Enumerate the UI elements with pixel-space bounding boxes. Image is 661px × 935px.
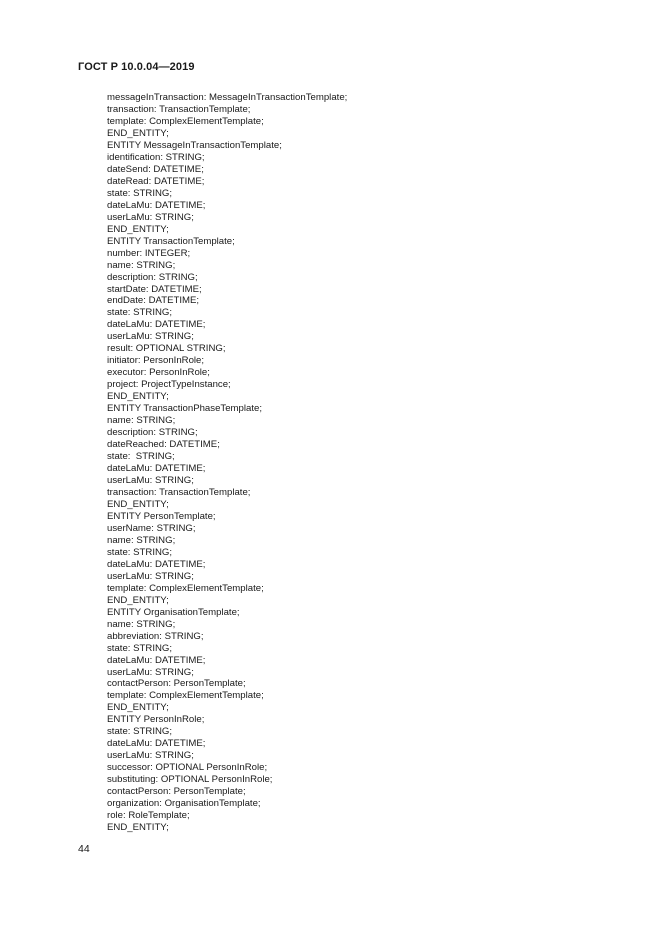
- code-line: startDate: DATETIME;: [107, 283, 202, 295]
- code-line: project: ProjectTypeInstance;: [107, 379, 231, 391]
- code-line: ENTITY TransactionTemplate;: [107, 235, 235, 247]
- code-line: contactPerson: PersonTemplate;: [107, 678, 246, 690]
- code-line: template: ComplexElementTemplate;: [107, 115, 264, 127]
- code-line: ENTITY OrganisationTemplate;: [107, 606, 240, 618]
- code-line: identification: STRING;: [107, 151, 205, 163]
- code-line: userLaMu: STRING;: [107, 331, 194, 343]
- code-line: END_ENTITY;: [107, 127, 169, 139]
- code-line: messageInTransaction: MessageInTransactionTemplate;: [107, 92, 348, 103]
- express-code-listing: [107, 92, 347, 834]
- code-line: executor: PersonInRole;: [107, 367, 210, 379]
- code-line: dateLaMu: DATETIME;: [107, 199, 206, 211]
- code-line: number: INTEGER;: [107, 247, 191, 259]
- code-line: transaction: TransactionTemplate;: [107, 103, 251, 115]
- code-line: END_ENTITY;: [107, 702, 169, 714]
- code-line: dateRead: DATETIME;: [107, 175, 205, 187]
- code-line: dateLaMu: DATETIME;: [107, 558, 206, 570]
- code-line: endDate: DATETIME;: [107, 295, 200, 307]
- code-line: userLaMu: STRING;: [107, 750, 194, 762]
- code-line: state: STRING;: [107, 726, 173, 738]
- code-line: state: STRING;: [107, 546, 173, 558]
- code-line: initiator: PersonInRole;: [107, 355, 205, 367]
- code-line: dateLaMu: DATETIME;: [107, 463, 206, 475]
- code-line: dateSend: DATETIME;: [107, 163, 204, 175]
- code-line: name: STRING;: [107, 534, 176, 546]
- page-number: 44: [78, 843, 90, 855]
- code-line: state: STRING;: [107, 451, 175, 463]
- code-line: successor: OPTIONAL PersonInRole;: [107, 762, 268, 774]
- code-line: userLaMu: STRING;: [107, 570, 194, 582]
- code-line: dateLaMu: DATETIME;: [107, 654, 206, 666]
- code-line: name: STRING;: [107, 259, 176, 271]
- code-line: dateLaMu: DATETIME;: [107, 319, 206, 331]
- code-line: END_ENTITY;: [107, 822, 169, 834]
- code-line: userLaMu: STRING;: [107, 475, 194, 486]
- code-line: state: STRING;: [107, 187, 173, 199]
- code-line: userLaMu: STRING;: [107, 666, 194, 678]
- code-line: substituting: OPTIONAL PersonInRole;: [107, 774, 273, 786]
- code-line: description: STRING;: [107, 271, 198, 283]
- code-line: ENTITY MessageInTransactionTemplate;: [107, 139, 282, 151]
- code-line: role: RoleTemplate;: [107, 810, 190, 822]
- code-line: END_ENTITY;: [107, 594, 169, 606]
- code-line: ENTITY PersonTemplate;: [107, 510, 216, 522]
- standard-header: ГОСТ Р 10.0.04—2019: [78, 61, 195, 73]
- code-line: ENTITY PersonInRole;: [107, 714, 205, 726]
- code-line: transaction: TransactionTemplate;: [107, 486, 251, 498]
- code-line: END_ENTITY;: [107, 391, 169, 403]
- code-line: template: ComplexElementTemplate;: [107, 690, 264, 702]
- code-line: contactPerson: PersonTemplate;: [107, 786, 246, 798]
- code-line: END_ENTITY;: [107, 223, 169, 235]
- code-line: state: STRING;: [107, 642, 173, 654]
- code-line: state: STRING;: [107, 307, 173, 319]
- code-line: ENTITY TransactionPhaseTemplate;: [107, 403, 262, 415]
- code-line: result: OPTIONAL STRING;: [107, 343, 226, 355]
- code-line: userName: STRING;: [107, 522, 196, 534]
- code-line: abbreviation: STRING;: [107, 630, 204, 642]
- code-line: description: STRING;: [107, 427, 198, 439]
- code-line: END_ENTITY;: [107, 498, 169, 510]
- code-line: dateReached: DATETIME;: [107, 439, 220, 451]
- code-line: name: STRING;: [107, 415, 176, 427]
- code-line: userLaMu: STRING;: [107, 211, 194, 223]
- code-line: name: STRING;: [107, 618, 176, 630]
- code-line: organization: OrganisationTemplate;: [107, 798, 261, 810]
- code-line: template: ComplexElementTemplate;: [107, 582, 264, 594]
- code-line: dateLaMu: DATETIME;: [107, 738, 206, 750]
